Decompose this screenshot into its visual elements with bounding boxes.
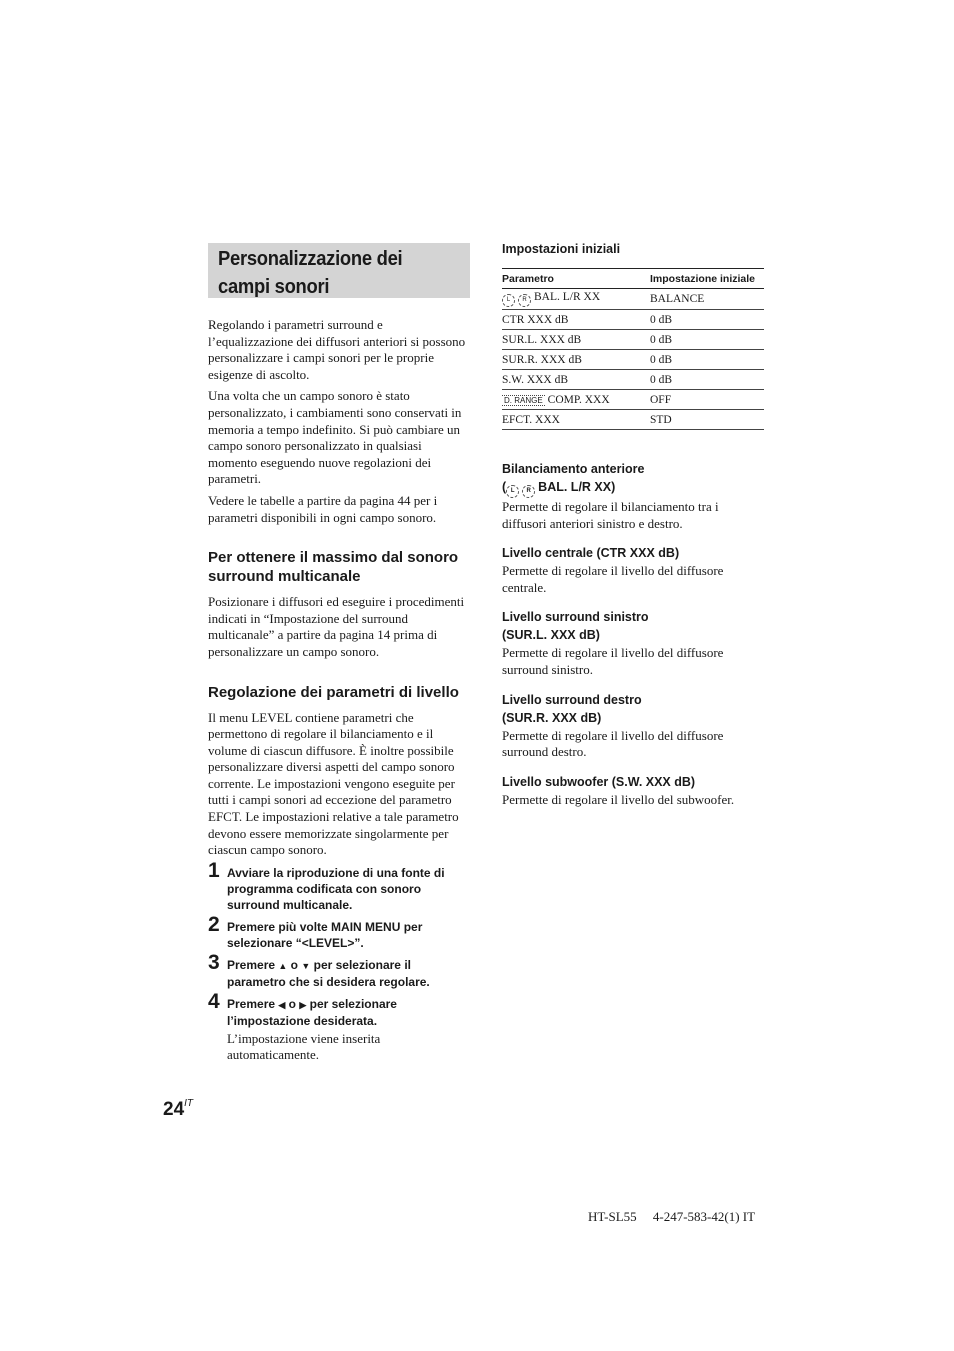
desc-text: Permette di regolare il livello del diffusore surround destro. [502,727,724,760]
step-number: 4 [208,989,220,1013]
arrow-down-icon: ▼ [301,960,311,971]
desc-heading-center: Livello centrale (CTR XXX dB) [502,546,680,561]
table-row [502,370,764,390]
footer-model-code: HT-SL55 4-247-583-42(1) IT [588,1209,756,1224]
step-number: 1 [208,858,220,882]
section-heading-level: Regolazione dei parametri di livello [208,683,459,701]
step-3 [208,950,470,990]
page-language: IT [184,1098,194,1109]
table-col-header: Parametro [502,269,650,289]
table-cell: CTR XXX dB [502,310,650,330]
step-text-or: o [288,996,296,1011]
arrow-left-icon: ◀ [278,999,286,1010]
speaker-left-icon: L [502,294,515,307]
table-col-header: Impostazione iniziale [650,269,764,289]
table-cell: 0 dB [650,310,764,330]
step-text [227,996,470,1029]
intro-paragraph: Regolando i parametri surround e l’equalizzazione dei diffusori anteriori si possono personalizzare i campi sonori per le proprie esigenze di ascolto. [208,317,466,382]
desc-heading-surround-left [502,608,764,644]
table-cell [502,390,650,410]
step-number: 2 [208,912,220,936]
desc-heading-param: BAL. L/R XX) [538,480,616,494]
desc-heading-line: (SUR.R. XXX dB) [502,710,602,725]
desc-text: Permette di regolare il bilanciamento tra i diffusori anteriori sinistro e destro. [502,499,719,531]
speaker-left-icon: L [506,485,519,498]
table-cell: 0 dB [650,330,764,350]
section-text-level: Il menu LEVEL contiene parametri che permettono di regolare il bilanciamento e il volume di ciascun diffusore. È inoltre possibile personalizzare diversi aspetti del campo sonoro corrente. Le impostazioni vengono eseguite per tutti i campi sonori ad eccezione del parametro EFCT. Le impostazioni relative a tale parametro devono essere memorizzate singolarmente per ciascun campo sonoro. [208,709,459,858]
initial-settings-table [502,268,764,430]
table-cell: SUR.R. XXX dB [502,350,650,370]
table-cell: S.W. XXX dB [502,370,650,390]
table-heading: Impostazioni iniziali [502,242,621,256]
desc-heading-line: Bilanciamento anteriore [502,462,645,476]
table-row [502,310,764,330]
table-cell: BALANCE [650,289,764,310]
table-cell: 0 dB [650,350,764,370]
step-text-pre: Premere [227,957,276,972]
step-text [227,957,470,990]
section-heading-multichannel: Per ottenere il massimo dal sonoro surround multicanale [208,549,459,586]
table-row [502,289,764,310]
page-title [208,243,470,298]
table-row [502,330,764,350]
speaker-right-icon: R [522,485,535,498]
table-cell [502,289,650,310]
right-column [502,240,764,808]
arrow-up-icon: ▲ [278,960,288,971]
step-4 [208,989,470,1064]
desc-heading-line: Livello surround sinistro [502,610,649,625]
d-range-icon: D. RANGE [504,395,543,405]
desc-heading-line [502,478,764,498]
step-note: L’impostazione viene inserita automaticamente. [227,1030,381,1063]
arrow-right-icon: ▶ [299,999,307,1010]
left-column [208,243,470,1064]
table-cell: STD [650,410,764,430]
desc-text: Permette di regolare il livello del diffusore centrale. [502,563,724,595]
param-name: COMP. XXX [547,393,610,406]
step-text-pre: Premere [227,996,276,1011]
desc-heading-front-balance [502,460,764,498]
desc-heading-surround-right [502,691,764,727]
speaker-right-icon: R [518,294,531,307]
step-text: Avviare la riproduzione di una fonte di programma codificata con sonoro surround multicanale. [227,865,445,912]
param-name: BAL. L/R XX [534,291,601,303]
intro-paragraph: Una volta che un campo sonoro è stato personalizzato, i cambiamenti sono conservati in memoria a tempo indefinito. Si può cambiare un campo sonoro personalizzato in qualsiasi momento eseguendo nuove regolazioni dei parametri. [208,388,462,487]
desc-heading-paren: ( [502,480,507,494]
table-cell: OFF [650,390,764,410]
desc-heading-line: Livello surround destro [502,692,642,707]
table-cell: EFCT. XXX [502,410,650,430]
step-text: Premere più volte MAIN MENU per selezionare “<LEVEL>”. [227,919,423,950]
step-text-post: per selezionare il parametro che si desidera regolare. [227,957,430,989]
step-text-post: per selezionare l’impostazione desiderata. [227,996,397,1028]
table-row [502,410,764,430]
desc-text: Permette di regolare il livello del subwoofer. [502,791,735,807]
table-header-row [502,269,764,289]
table-cell: SUR.L. XXX dB [502,330,650,350]
intro-paragraph: Vedere le tabelle a partire da pagina 44 per i parametri disponibili in ogni campo sonoro. [208,492,438,525]
desc-heading-line: (SUR.L. XXX dB) [502,628,600,643]
page-title-line2: campi sonori [218,276,330,298]
table-row [502,390,764,410]
page-number-value: 24 [163,1099,185,1120]
desc-text: Permette di regolare il livello del diffusore surround sinistro. [502,645,724,677]
page-number [163,1098,193,1121]
step-2 [208,912,470,951]
page-title-line1: Personalizzazione dei [218,248,403,270]
step-number: 3 [208,950,220,974]
desc-heading-subwoofer: Livello subwoofer (S.W. XXX dB) [502,774,696,789]
section-text-multichannel: Posizionare i diffusori ed eseguire i procedimenti indicati in “Impostazione del surround multicanale” a partire da pagina 14 prima di personalizzare un campo sonoro. [208,594,465,659]
step-text-or: o [290,957,298,972]
step-1 [208,858,470,913]
table-cell: 0 dB [650,370,764,390]
table-row [502,350,764,370]
